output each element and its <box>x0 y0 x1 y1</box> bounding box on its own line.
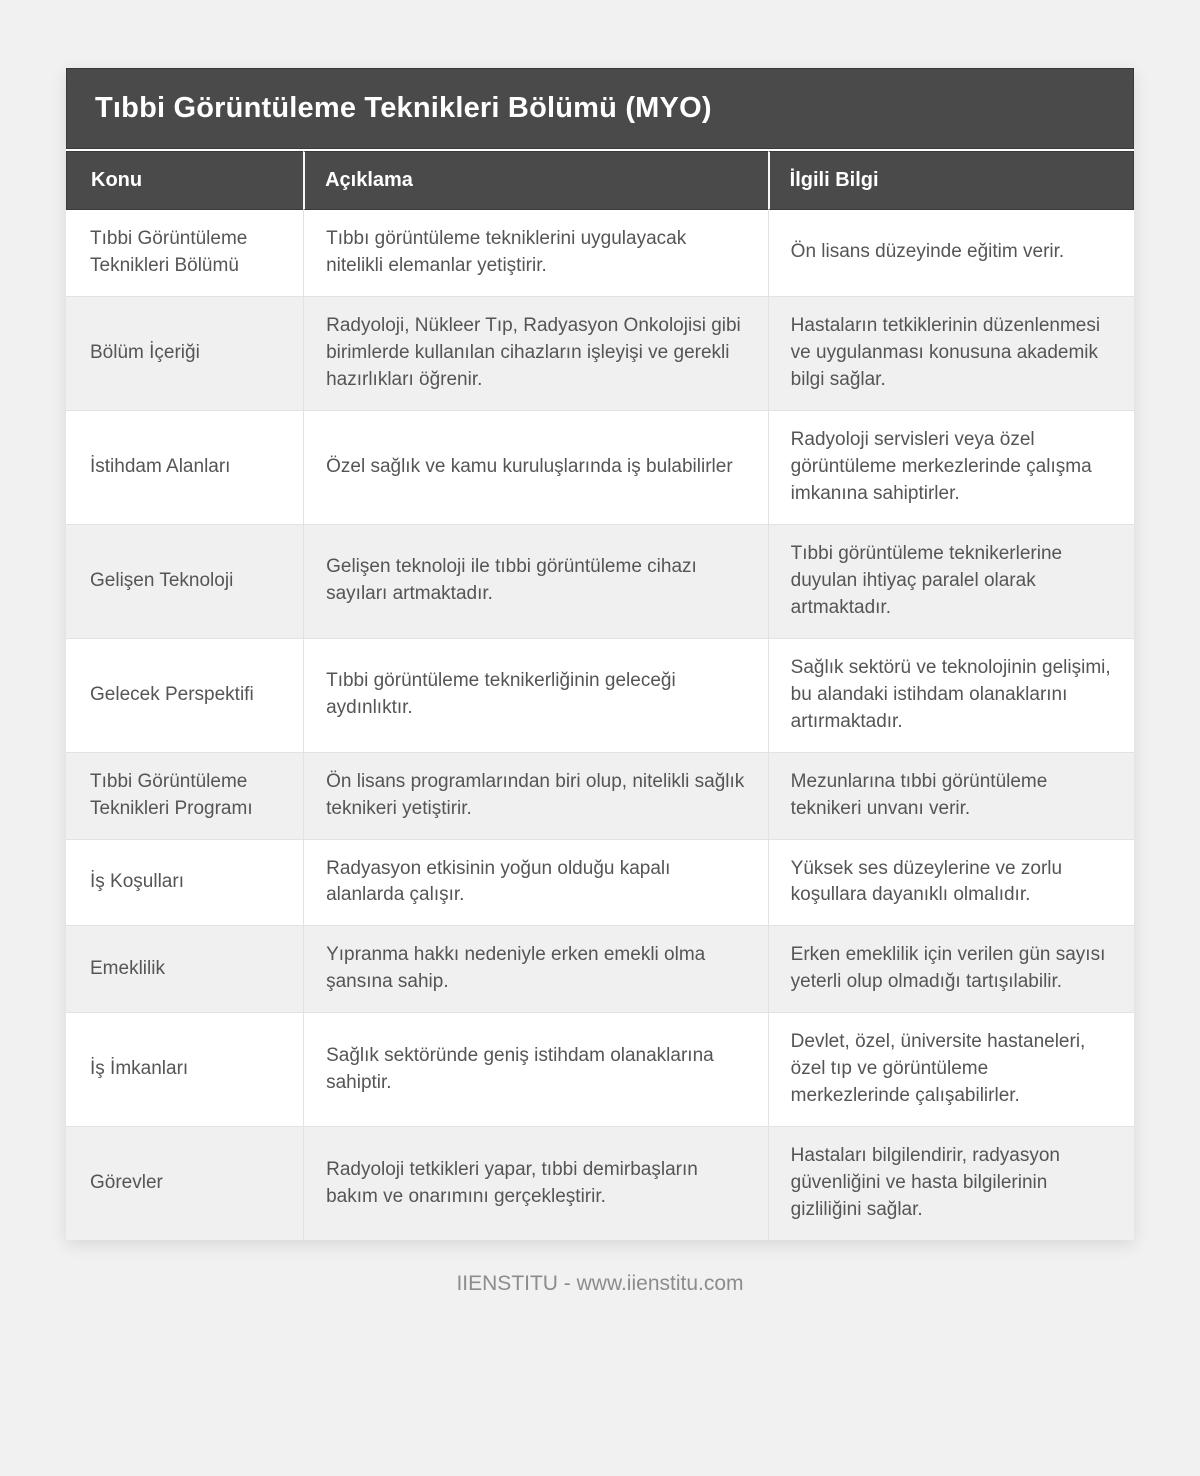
cell-ilgili-bilgi: Yüksek ses düzeylerine ve zorlu koşullara dayanıklı olmalıdır. <box>768 840 1134 927</box>
cell-konu: Tıbbi Görüntüleme Teknikleri Programı <box>66 753 303 840</box>
cell-ilgili-bilgi: Devlet, özel, üniversite hastaneleri, özel tıp ve görüntüleme merkezlerinde çalışabilirler. <box>768 1013 1134 1127</box>
info-table <box>66 151 1134 1240</box>
table-row <box>66 1127 1134 1240</box>
table-row <box>66 639 1134 753</box>
table-row <box>66 210 1134 297</box>
cell-aciklama: Yıpranma hakkı nedeniyle erken emekli olma şansına sahip. <box>303 926 768 1013</box>
table-row <box>66 525 1134 639</box>
cell-ilgili-bilgi: Erken emeklilik için verilen gün sayısı yeterli olup olmadığı tartışılabilir. <box>768 926 1134 1013</box>
cell-aciklama: Özel sağlık ve kamu kuruluşlarında iş bulabilirler <box>303 411 768 525</box>
cell-ilgili-bilgi: Radyoloji servisleri veya özel görüntüleme merkezlerinde çalışma imkanına sahiptirler. <box>768 411 1134 525</box>
table-row <box>66 1013 1134 1127</box>
document-sheet <box>66 68 1134 1240</box>
cell-ilgili-bilgi: Hastaların tetkiklerinin düzenlenmesi ve uygulanması konusuna akademik bilgi sağlar. <box>768 297 1134 411</box>
cell-aciklama: Tıbbi görüntüleme teknikerliğinin geleceği aydınlıktır. <box>303 639 768 753</box>
cell-aciklama: Radyoloji tetkikleri yapar, tıbbi demirbaşların bakım ve onarımını gerçekleştirir. <box>303 1127 768 1240</box>
cell-ilgili-bilgi: Hastaları bilgilendirir, radyasyon güvenliğini ve hasta bilgilerinin gizliliğini sağlar. <box>768 1127 1134 1240</box>
table-row <box>66 840 1134 927</box>
cell-konu: Bölüm İçeriği <box>66 297 303 411</box>
cell-konu: Emeklilik <box>66 926 303 1013</box>
cell-aciklama: Ön lisans programlarından biri olup, nitelikli sağlık teknikeri yetiştirir. <box>303 753 768 840</box>
table-body <box>66 210 1134 1240</box>
cell-konu: Gelişen Teknoloji <box>66 525 303 639</box>
cell-ilgili-bilgi: Ön lisans düzeyinde eğitim verir. <box>768 210 1134 297</box>
column-header-konu: Konu <box>66 151 303 210</box>
cell-ilgili-bilgi: Tıbbi görüntüleme teknikerlerine duyulan ihtiyaç paralel olarak artmaktadır. <box>768 525 1134 639</box>
table-row <box>66 753 1134 840</box>
cell-konu: İş Koşulları <box>66 840 303 927</box>
cell-konu: İstihdam Alanları <box>66 411 303 525</box>
column-header-ilgili-bilgi: İlgili Bilgi <box>768 151 1134 210</box>
cell-ilgili-bilgi: Sağlık sektörü ve teknolojinin gelişimi, bu alandaki istihdam olanaklarını artırmaktadır. <box>768 639 1134 753</box>
cell-aciklama: Radyasyon etkisinin yoğun olduğu kapalı alanlarda çalışır. <box>303 840 768 927</box>
cell-aciklama: Sağlık sektöründe geniş istihdam olanaklarına sahiptir. <box>303 1013 768 1127</box>
table-row <box>66 297 1134 411</box>
page-title: Tıbbi Görüntüleme Teknikleri Bölümü (MYO) <box>66 68 1134 149</box>
cell-aciklama: Gelişen teknoloji ile tıbbi görüntüleme cihazı sayıları artmaktadır. <box>303 525 768 639</box>
footer-text: IIENSTITU - www.iienstitu.com <box>456 1272 744 1296</box>
column-header-aciklama: Açıklama <box>303 151 768 210</box>
header-row <box>66 151 1134 210</box>
table-header <box>66 151 1134 210</box>
cell-konu: Görevler <box>90 1172 163 1194</box>
cell-konu: Gelecek Perspektifi <box>66 639 303 753</box>
cell-aciklama: Radyoloji, Nükleer Tıp, Radyasyon Onkolojisi gibi birimlerde kullanılan cihazların işleyişi ve gerekli hazırlıkları öğrenir. <box>303 297 768 411</box>
table-row <box>66 926 1134 1013</box>
cell-konu: İş İmkanları <box>66 1013 303 1127</box>
cell-konu: Tıbbi Görüntüleme Teknikleri Bölümü <box>66 210 303 297</box>
cell-aciklama: Tıbbı görüntüleme tekniklerini uygulayacak nitelikli elemanlar yetiştirir. <box>303 210 768 297</box>
table-row <box>66 411 1134 525</box>
cell-ilgili-bilgi: Mezunlarına tıbbi görüntüleme teknikeri unvanı verir. <box>768 753 1134 840</box>
